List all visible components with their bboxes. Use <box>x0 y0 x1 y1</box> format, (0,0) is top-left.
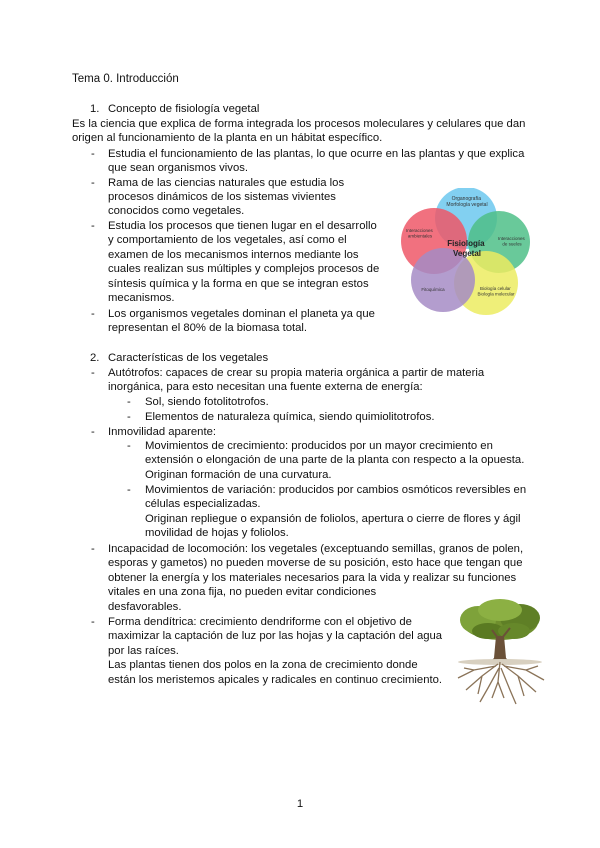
sub-bullet-line: Movimientos de crecimiento: producidos por un mayor crecimiento en <box>145 440 493 452</box>
bullet-line: Los organismos vegetales dominan el planeta ya que <box>108 308 375 320</box>
sub-bullet-line: extensión o elongación de una parte de la planta con respecto a la opuesta. <box>145 454 525 466</box>
section-1-heading: Concepto de fisiología vegetal <box>108 103 260 115</box>
bullet-dash: - <box>91 220 95 232</box>
sub-bullet-line: Movimientos de variación: producidos por cambios osmóticos reversibles en <box>145 484 527 496</box>
venn-label-bottom-left: Fitoquímica <box>421 287 445 292</box>
bullet-line: vitales en una zona fija, no pueden evitar condiciones <box>108 586 377 598</box>
bullet-line: mecanismos. <box>108 292 175 304</box>
bullet-line: cuales realizan sus múltiples y complejos procesos de <box>108 263 380 275</box>
bullet-dash: - <box>91 308 95 320</box>
venn-label-bottom-right: Biología celular Biología molecular <box>477 286 515 297</box>
venn-label-top: Organografía Morfología vegetal <box>446 196 488 208</box>
bullet-line: maximizar la captación de luz por las hojas y la captación del agua <box>108 630 443 642</box>
bullet-line: Rama de las ciencias naturales que estudia los <box>108 177 345 189</box>
sub-bullet-line: Sol, siendo fotolitotrofos. <box>145 396 269 408</box>
bullet-line: Las plantas tienen dos polos en la zona de crecimiento donde <box>108 659 418 671</box>
bullet-line: conocidos como vegetales. <box>108 205 245 217</box>
sub-bullet-line: células especializadas. <box>145 498 261 510</box>
sub-bullet-dash: - <box>127 396 131 408</box>
bullet-line: que sean organismos vivos. <box>108 162 249 174</box>
sub-bullet-line: Originan repliegue o expansión de foliolos, apertura o cierre de flores y ágil <box>145 513 521 525</box>
bullet-line: Estudia los procesos que tienen lugar en el desarrollo <box>108 220 377 232</box>
bullet-line: representan el 80% de la biomasa total. <box>108 322 308 334</box>
sub-bullet-dash: - <box>127 440 131 452</box>
page-number: 1 <box>296 798 304 810</box>
bullet-line: Estudia el funcionamiento de las plantas, lo que ocurre en las plantas y que explica <box>108 148 525 160</box>
tree-with-roots-image <box>452 598 548 706</box>
sub-bullet-dash: - <box>127 484 131 496</box>
sub-bullet-line: movilidad de hojas y foliolos. <box>145 527 289 539</box>
bullet-line: están los meristemos apicales y radicales en continuo crecimiento. <box>108 674 443 686</box>
section-1-intro-line: Es la ciencia que explica de forma integrada los procesos moleculares y celulares que dan <box>72 118 526 130</box>
document-title: Tema 0. Introducción <box>72 73 179 85</box>
bullet-dash: - <box>91 543 95 555</box>
venn-label-left: Interacciones ambientales <box>405 228 433 239</box>
bullet-line: y comportamiento de los vegetales, así como el <box>108 234 347 246</box>
section-2-heading: Características de los vegetales <box>108 352 269 364</box>
bullet-dash: - <box>91 616 95 628</box>
bullet-dash: - <box>91 367 95 379</box>
bullet-line: esporas y gametos) no pueden moverse de su posición, esto hace que tengan que <box>108 557 523 569</box>
bullet-line: desfavorables. <box>108 601 182 613</box>
bullet-line: procesos dinámicos de los sistemas vivientes <box>108 191 336 203</box>
section-1-number: 1. <box>90 103 100 115</box>
sub-bullet-line: Elementos de naturaleza química, siendo quimiolitotrofos. <box>145 411 435 423</box>
bullet-line: Autótrofos: capaces de crear su propia materia orgánica a partir de materia <box>108 367 485 379</box>
sub-bullet-line: Originan formación de una curvatura. <box>145 469 332 481</box>
section-2-number: 2. <box>90 352 100 364</box>
venn-label-right: Interacciones de suelos <box>497 236 525 247</box>
bullet-dash: - <box>91 426 95 438</box>
bullet-dash: - <box>91 177 95 189</box>
bullet-line: obtener la energía y los materiales necesarios para la vida y realizar su funciones <box>108 572 517 584</box>
bullet-line: examen de los mecanismos internos mediante los <box>108 249 359 261</box>
bullet-dash: - <box>91 148 95 160</box>
bullet-line: síntesis química y la forma en que se integran estos <box>108 278 369 290</box>
bullet-line: Forma dendítrica: crecimiento dendriforme con el objetivo de <box>108 616 412 628</box>
bullet-line: Inmovilidad aparente: <box>108 426 217 438</box>
section-1-intro-line: origen al funcionamiento de la planta en un hábitat específico. <box>72 132 383 144</box>
sub-bullet-dash: - <box>127 411 131 423</box>
bullet-line: por las raíces. <box>108 645 179 657</box>
bullet-line: Incapacidad de locomoción: los vegetales (exceptuando semillas, granos de polen, <box>108 543 524 555</box>
fisiologia-venn-diagram <box>398 188 534 316</box>
bullet-line: inorgánica, para esto necesitan una fuente externa de energía: <box>108 381 423 393</box>
venn-label-center: Fisiología Vegetal <box>447 239 485 258</box>
